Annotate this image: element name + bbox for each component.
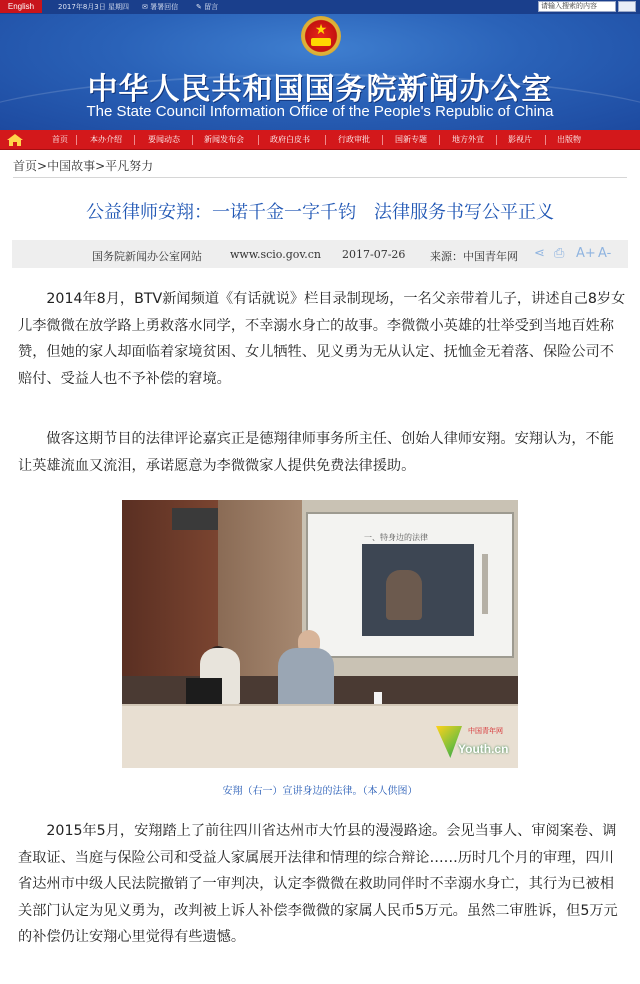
site-banner <box>0 14 640 130</box>
message-link[interactable] <box>196 2 218 12</box>
photo-speaker <box>172 508 218 530</box>
search-input[interactable]: 请输入搜索的内容 <box>538 1 616 12</box>
mail-icon: ✉ <box>142 3 148 11</box>
nav-divider <box>258 135 259 145</box>
nav-item-press-conference[interactable]: 新闻发布会 <box>204 135 244 144</box>
breadcrumb-ordinary-efforts[interactable]: 平凡努力 <box>105 159 154 173</box>
watermark-cn: 中国青年网 <box>468 727 503 735</box>
font-larger-button[interactable]: A+ <box>576 246 596 261</box>
share-icon[interactable]: ⋖ <box>534 246 545 261</box>
nav-item-films[interactable]: 影视片 <box>508 135 532 144</box>
article-title: 公益律师安翔：一诺千金一字千钧 法律服务书写公平正义 <box>86 202 554 223</box>
print-icon[interactable]: ⎙ <box>554 246 565 261</box>
site-subtitle: The State Council Information Office of the People's Republic of China <box>86 103 554 120</box>
article-photo <box>122 500 518 768</box>
english-button[interactable]: English <box>0 0 42 13</box>
message-icon: ✎ <box>196 3 202 11</box>
message-label: 留言 <box>204 3 219 11</box>
slide-image <box>362 544 474 636</box>
search-button[interactable] <box>618 1 636 12</box>
nav-divider <box>496 135 497 145</box>
mailbox-label: 署署回信 <box>150 3 179 11</box>
nav-item-topics[interactable]: 国新专题 <box>395 135 427 144</box>
site-title: 中华人民共和国国务院新闻办公室 <box>87 72 553 107</box>
watermark-en: Youth.cn <box>458 742 509 756</box>
main-nav <box>0 130 640 150</box>
nav-divider <box>325 135 326 145</box>
article-paragraph: 2014年8月，BTV新闻频道《有话就说》栏目录制现场，一名父亲带着儿子，讲述自己8岁女儿李微微在放学路上勇救落水同学，不幸溺水身亡的故事。李微微小英雄的壮举受到当地百姓称赞，但她的家人却面临着家境贫困、女儿牺牲、见义勇为无从认定、抚恤金无着落、保险公司不赔付、受益人也不予补偿的窘境。 <box>18 291 626 387</box>
article-paragraph: 做客这期节目的法律评论嘉宾正是德翔律师事务所主任、创始人律师安翔。安翔认为，不能让英雄流血又流泪，承诺愿意为李微微家人提供免费法律援助。 <box>18 431 614 474</box>
nav-divider <box>439 135 440 145</box>
nav-item-news[interactable]: 要闻动态 <box>148 135 180 144</box>
breadcrumb-separator: > <box>95 159 106 173</box>
nav-item-publications[interactable]: 出版物 <box>557 135 581 144</box>
photo-laptop <box>186 678 222 704</box>
nav-item-administrative[interactable]: 行政审批 <box>338 135 370 144</box>
font-smaller-button[interactable]: A- <box>598 246 612 261</box>
nav-divider <box>382 135 383 145</box>
article-meta-bar <box>12 240 628 268</box>
publish-date: 2017-07-26 <box>342 248 406 261</box>
home-icon[interactable] <box>6 133 24 147</box>
nav-item-white-papers[interactable]: 政府白皮书 <box>270 135 310 144</box>
divider <box>13 177 627 178</box>
breadcrumb-separator: > <box>37 159 48 173</box>
slide-title: 一、特身边的法律 <box>364 533 428 542</box>
source-site: 国务院新闻办公室网站 <box>92 250 202 263</box>
youth-cn-watermark <box>428 722 516 762</box>
article-origin: 来源：中国青年网 <box>430 250 518 263</box>
article-paragraph: 2015年5月，安翔踏上了前往四川省达州市大竹县的漫漫路途。会见当事人、审阅案卷、调查取证、当庭与保险公司和受益人家属展开法律和情理的综合辩论……历时几个月的审理，四川省达州市中级人民法院撤销了一审判决，认定李微微在救助同伴时不幸溺水身亡，其行为已被相关部门认定为见义勇为，改判被上诉人补偿李微微的家属人民币5万元。虽然二审胜诉，但5万元的补偿仍让安翔心里觉得有些遗憾。 <box>18 823 618 945</box>
site-url: www.scio.gov.cn <box>230 248 322 261</box>
star-icon: ★ <box>314 22 328 38</box>
slide-text <box>482 554 488 614</box>
tiananmen-icon <box>311 38 331 46</box>
photo-cup <box>374 692 382 704</box>
national-emblem-icon <box>301 16 341 56</box>
current-date: 2017年8月3日 星期四 <box>58 3 129 11</box>
nav-divider <box>76 135 77 145</box>
nav-divider <box>192 135 193 145</box>
nav-item-about[interactable]: 本办介绍 <box>90 135 122 144</box>
nav-item-local[interactable]: 地方外宣 <box>452 135 484 144</box>
photo-caption: 安翔（右一）宣讲身边的法律。（本人供图） <box>222 786 418 797</box>
breadcrumb <box>13 157 153 174</box>
nav-divider <box>545 135 546 145</box>
slide-person <box>386 570 422 620</box>
projection-screen <box>306 512 514 658</box>
mailbox-link[interactable] <box>142 2 178 12</box>
photo-person-right <box>278 648 334 708</box>
nav-divider <box>134 135 135 145</box>
nav-item-home[interactable]: 首页 <box>52 135 68 144</box>
breadcrumb-china-stories[interactable]: 中国故事 <box>47 159 96 173</box>
top-bar <box>0 0 640 14</box>
breadcrumb-home[interactable]: 首页 <box>13 159 38 173</box>
